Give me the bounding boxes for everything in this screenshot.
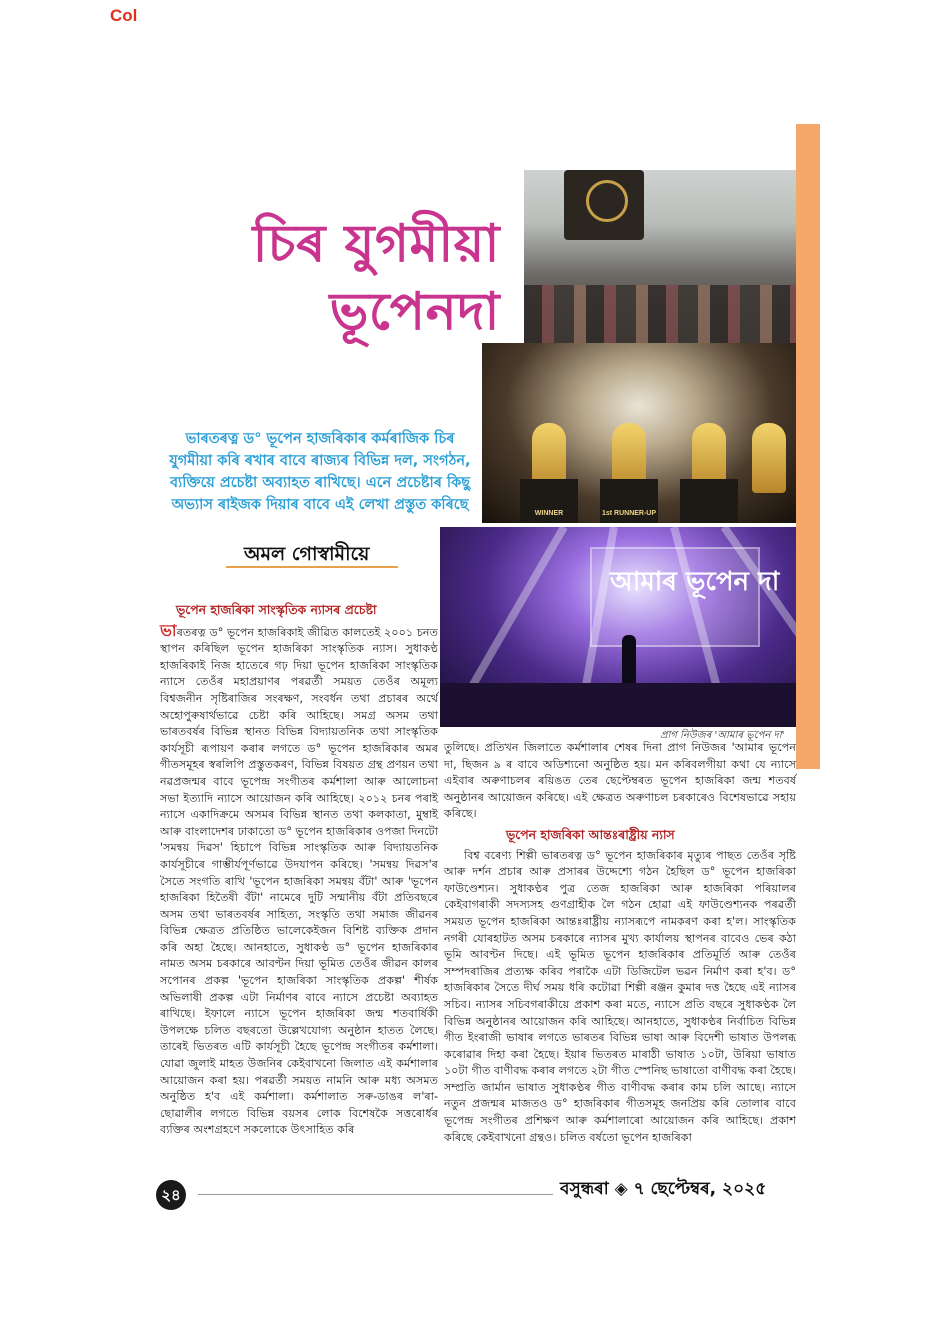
- column-1-paragraph: [160, 620, 438, 1139]
- page-number: ২৪: [156, 1180, 186, 1210]
- drop-cap: ভা: [160, 620, 177, 640]
- trophy-label-runner-up: 1st RUNNER-UP: [601, 510, 657, 517]
- stage-logo: আমাৰ ভূপেন দা: [610, 567, 780, 597]
- performer: [622, 635, 636, 689]
- title-line-2: ভূপেনদা: [329, 282, 500, 342]
- decorative-orange-bar: [796, 124, 820, 769]
- trophy-mic: [752, 423, 786, 493]
- author-byline: অমল গোস্বামীয়ে: [244, 543, 370, 565]
- column-2-paragraph-2: [444, 848, 796, 1147]
- photo-stage-performance: [440, 527, 796, 727]
- corner-tag: Col: [110, 6, 138, 25]
- stage-floor: [440, 683, 796, 727]
- crowd: [524, 285, 796, 345]
- footer-rule: [198, 1194, 553, 1195]
- event-banner: [564, 170, 644, 240]
- trophy-base: [680, 479, 738, 523]
- article-column-2: [444, 740, 796, 1146]
- photo-trophies: [482, 343, 796, 523]
- section-heading-cultural-trust: ভূপেন হাজৰিকা সাংস্কৃতিক ন্যাসৰ প্ৰচেষ্টা: [176, 602, 377, 617]
- article-intro: ভাৰতৰত্ন ড° ভূপেন হাজৰিকাৰ কৰ্মৰাজিক চিৰ যুগমীয়া কৰি ৰখাৰ বাবে ৰাজ্যৰ বিভিন্ন দল, সংগঠন, ব্যক্তিয়ে প্ৰচেষ্টা অব্যাহত ৰাখিছে। এনে প্ৰচেষ্টাৰ কিছু অভ্যাস ৰাইজক দিয়াৰ বাবে এই লেখা প্ৰস্তুত কৰিছে: [169, 431, 471, 513]
- author-underline: [226, 566, 398, 568]
- article-title: [200, 210, 500, 346]
- photo-audition-crowd: [524, 170, 796, 345]
- title-line-1: চিৰ যুগমীয়া: [252, 214, 500, 274]
- section-heading-international-trust: ভূপেন হাজৰিকা আন্তঃৰাষ্ট্ৰীয় ন্যাস: [506, 826, 675, 842]
- trophy-label-winner: WINNER: [534, 510, 564, 517]
- column-2-text: বিশ্ব বৰেণ্য শিল্পী ভাৰতৰত্ন ড° ভূপেন হাজৰিকাৰ মৃত্যুৰ পাছত তেওঁৰ সৃষ্টি আৰু দৰ্শন প্ৰচাৰ আৰু প্ৰসাৰৰ উদ্দেশ্যে গঠন হৈছিল ড° ভূপেন হাজৰিকা ফাউণ্ডেশ্যন। সুধাকণ্ঠৰ পুত্ৰ তেজ হাজৰিকা আৰু হাজৰিকা পৰিয়ালৰ কেইবাগৰাকী সদস্যসহ গুণগ্ৰাহীক লৈ গঠন হোৱা এই ফাউণ্ডেশ্যনক পৰৱৰ্তী সময়ত ভূপেন হাজৰিকা আন্তঃৰাষ্ট্ৰীয় ন্যাসৰূপে নামকৰণ কৰা হ'ল। সাংস্কৃতিক নগৰী যোৰহাটত অসম চৰকাৰে ন্যাসৰ মুখ্য কাৰ্যালয় স্থাপনৰ বাবেও ভেৰ কঠা ভূমি আবণ্টন দিছে। এই ভূমিত ভূপেন হাজৰিকাৰ প্ৰতিমূৰ্তি আৰু তেওঁৰ সম্পদৰাজিৰ প্ৰত্যক্ষ কৰিব পৰাকৈ এটা ডিজিটেল ভৱন নিৰ্মাণ কৰা হ'ব। ড° হাজৰিকাৰ সৈতে দীৰ্ঘ সময় ধৰি কটোৱা শিল্পী ৰঞ্জন কুমাৰ দত্ত হৈছে এই ন্যাসৰ সচিব। ন্যাসৰ সচিবগৰাকীয়ে প্ৰকাশ কৰা মতে, ন্যাসে প্ৰতি বছৰে সুধাকণ্ঠক লৈ বিভিন্ন অনুষ্ঠানৰ আয়োজন কৰি আহিছে। আনহাতে, সুধাকণ্ঠৰ নিৰ্বাচিত বিভিন্ন গীত ইংৰাজী ভাষাৰ লগতে ভাৰতৰ বিভিন্ন ভাষা আৰু বিদেশী ভাষাত উপলব্ধ কৰোৱাৰ দিহা কৰা হৈছে। ইয়াৰ ভিতৰত মাৰাঠী ভাষাত ১০টা, উৰিয়া ভাষাত ১০টা গীত বাণীবদ্ধ কৰাৰ লগতে ২টা গীত স্পেনিছ ভাষাতো বাণীবদ্ধ কৰা হৈছে। সম্প্ৰতি জাৰ্মান ভাষাত সুধাকণ্ঠৰ গীত বাণীবদ্ধ কৰাৰ কাম চলি আছে। ন্যাসে নতুন প্ৰজন্মৰ মাজতও ড° হাজৰিকাৰ গীতসমূহ জনপ্ৰিয় কৰি তোলাৰ বাবে ভূপেন্দ্ৰ সংগীতৰ প্ৰশিক্ষণ আৰু কৰ্মশালাৰো আয়োজন কৰি আহিছে। প্ৰকাশ কৰিছে কেইবাখনো গ্ৰন্থও। চলিত বৰ্ষতো ভূপেন হাজৰিকা: [444, 848, 796, 1144]
- magazine-date-line: বসুন্ধৰা ◈ ৭ ছেপ্টেম্বৰ, ২০২৫: [560, 1179, 767, 1199]
- photo-caption: প্ৰাগ নিউজৰ 'আমাৰ ভূপেন দা': [660, 730, 785, 741]
- column-2-paragraph-1: তুলিছে। প্ৰতিখন জিলাতে কৰ্মশালাৰ শেষৰ দিনা প্ৰাগ নিউজৰ 'আমাৰ ভূপেন দা, ছিজন ৯ ৰ বাবে অডিশ্যনো অনুষ্ঠিত হয়। মন কৰিবলগীয়া কথা যে ন্যাসে এইবাৰ অৰুণাচলৰ ৰয়িঙত তেৰ ছেপ্টেম্বৰত ভূপেন হাজৰিকা জন্ম শতবৰ্ষ অনুষ্ঠানৰ আয়োজন কৰিছে। এই ক্ষেত্ৰত অৰুণাচল চৰকাৰেও বিশেষভাৱে সহায় কৰিছে।: [444, 741, 796, 821]
- column-1-text: ৰতৰত্ন ড° ভূপেন হাজৰিকাই জীৱিত কালতেই ২০০১ চনত স্থাপন কৰিছিল ভূপেন হাজৰিকা সাংস্কৃতিক ন্যাস। সুধাকণ্ঠ হাজৰিকাই নিজ হাতেৰে গঢ় দিয়া ভূপেন হাজৰিকা সাংস্কৃতিক ন্যাসে তেওঁৰ মহাপ্ৰয়াণৰ পৰৱৰ্তী সময়ত তেওঁৰ অমূল্য বিশ্বজনীন সৃষ্টিৰাজিৰ সংৰক্ষণ, সংবৰ্ধন তথা প্ৰচাৰৰ অৰ্থে অহোপুৰুষাৰ্থভাৱে চেষ্টা কৰি আহিছে। সমগ্ৰ অসম তথা ভাৰতবৰ্ষৰ বিভিন্ন স্থানত বিভিন্ন বিদ্যায়তনিক তথা সাংস্কৃতিক কাৰ্যসূচী ৰূপায়ণ কৰাৰ লগতে ড° ভূপেন হাজৰিকাৰ অমৰ গীতসমূহৰ স্বৰলিপি প্ৰস্তুতকৰণ, বিভিন্ন বিষয়ত গ্ৰন্থ প্ৰণয়ন তথা নৱপ্ৰজন্মৰ বাবে ভূপেন্দ্ৰ সংগীতৰ কৰ্মশালা আৰু আলোচনা সভা ইত্যাদি ন্যাসে আয়োজন কৰি আহিছে। ২০১২ চনৰ পৰাই ন্যাসে একাদিক্ৰমে অসমৰ বিভিন্ন স্থানত তথা কলকাতা, মুম্বাই আৰু বাংলাদেশৰ ঢাকাতো ড° ভূপেন হাজৰিকাৰ ওপজা দিনটো 'সমন্বয় দিৱস' হিচাপে বিভিন্ন সাংস্কৃতিক আৰু বিদ্যায়তনিক কাৰ্যসূচীৰে গাম্ভীৰ্যপূৰ্ণভাৱে উদযাপন কৰিছে। 'সমন্বয় দিৱস'ৰ সৈতে সংগতি ৰাখি 'ভূপেন হাজৰিকা সমন্বয় বঁটা' আৰু 'ভূপেন হাজৰিকা হিতৈষী বঁটা' নামেৰে দুটি সন্মানীয় বঁটা প্ৰতিবছৰে অসম তথা ভাৰতবৰ্ষৰ সাহিত্য, সংস্কৃতি তথা সমাজ জীৱনৰ বিভিন্ন ক্ষেত্ৰত প্ৰতিষ্ঠিত ভালেকেইজন বিশিষ্ট ব্যক্তিক প্ৰদান কৰি অহা হৈছে। আনহাতে, সুধাকণ্ঠ ড° ভূপেন হাজৰিকাৰ নামত অসম চৰকাৰে আবণ্টন দিয়া ভূমিত তেওঁৰ জীৱন কালৰ সপোনৰ প্ৰকল্প 'ভূপেন হাজৰিকা সাংস্কৃতিক প্ৰকল্প' শীৰ্ষক অভিলাষী প্ৰকল্প এটা নিৰ্মাণৰ বাবে ন্যাসে প্ৰচেষ্টা অব্যাহত ৰাখিছে। ইফালে ন্যাসে ভূপেন হাজৰিকা জন্ম শতবাৰ্ষিকী উপলক্ষে চলিত বছৰতো উল্লেখযোগ্য অনুষ্ঠান হাতত লৈছে। তাৰেই ভিতৰত এটি কাৰ্যসূচী হৈছে ভূপেন্দ্ৰ সংগীতৰ কৰ্মশালা। যোৱা জুলাই মাহত উজনিৰ কেইবাখনো জিলাত এই কৰ্মশালাৰ আয়োজন কৰা হয়। পৰৱৰ্তী সময়ত নামনি আৰু মধ্য অসমত অনুষ্ঠিত হ'ব এই কৰ্মশালা। কৰ্মশালাত সৰু-ডাঙৰ ল'ৰা-ছোৱালীৰ লগতে বিভিন্ন বয়সৰ লোক বিশেষকৈ সত্তৰোৰ্ধৰ ব্যক্তিৰ অংশগ্ৰহণে সকলোকে উৎসাহিত কৰি: [160, 625, 438, 1137]
- article-column-1: [160, 602, 438, 1139]
